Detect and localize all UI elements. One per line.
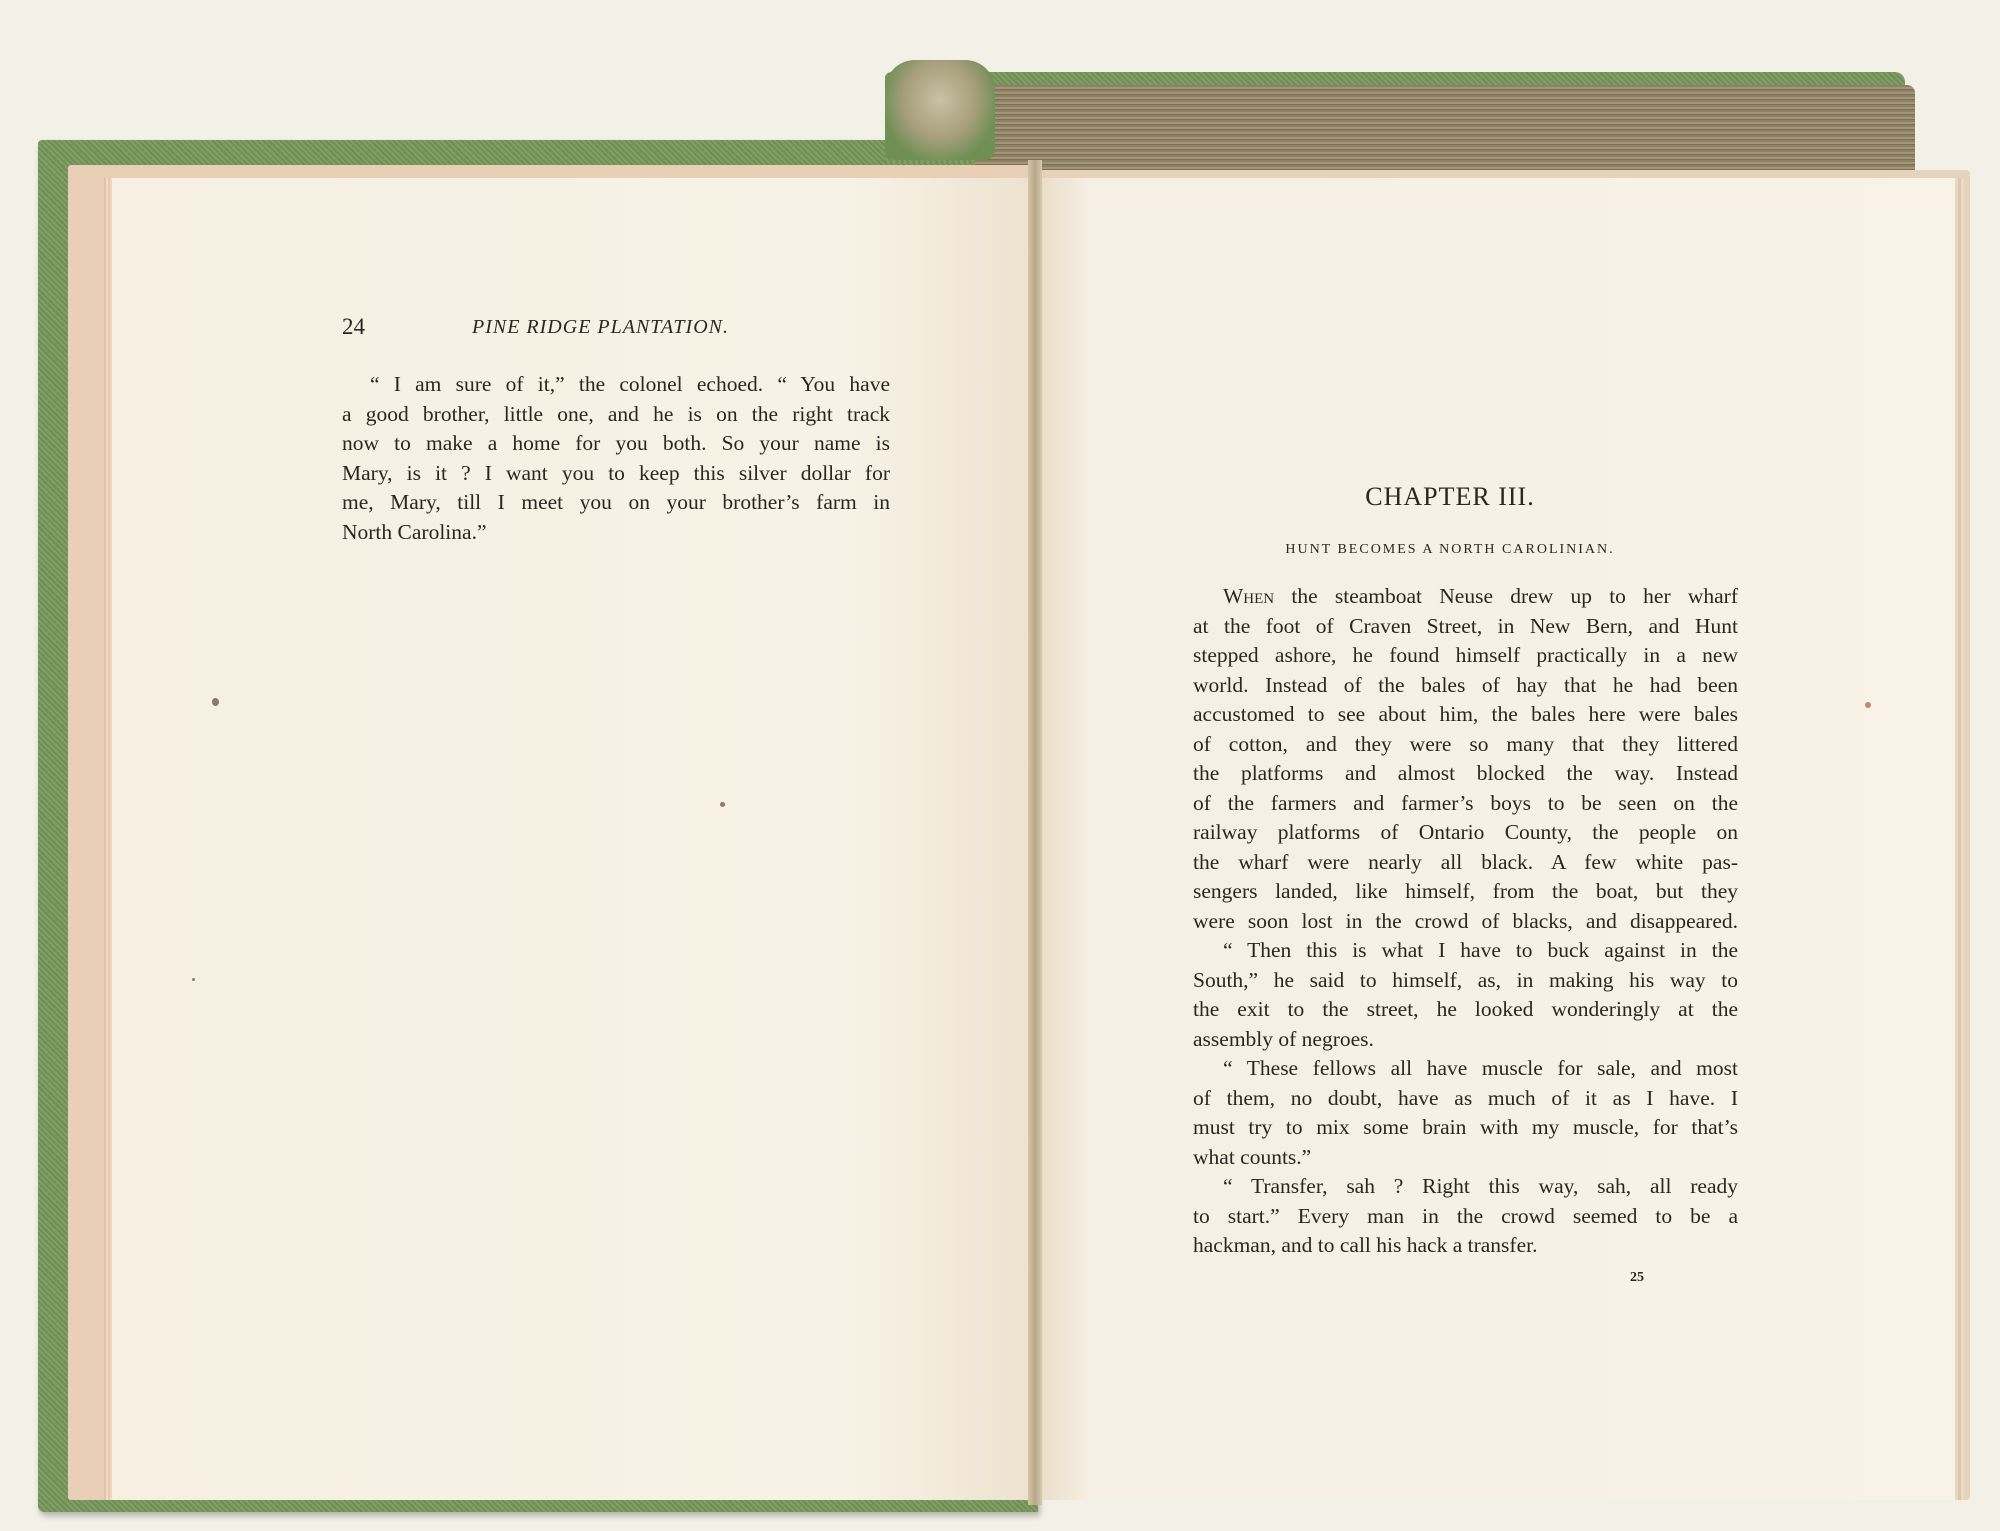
page-edges [975,85,1915,175]
text-line: to start.” Every man in the crowd seemed to be a [1193,1203,1738,1228]
paper-speck [720,802,725,807]
text-line: South,” he said to himself, as, in making his way to [1193,967,1738,992]
text-line: “ I am sure of it,” the colonel echoed. “ You have [370,372,890,396]
right-page-text [1193,582,1738,1261]
text-line: now to make a home for you both. So your name is [342,431,890,455]
text-line: stepped ashore, he found himself practically in a new [1193,643,1738,667]
text-line: “ Transfer, sah ? Right this way, sah, all ready [1223,1174,1738,1198]
text-line: North Carolina.” [342,519,487,544]
text-line: “ These fellows all have muscle for sale, and most [1223,1056,1738,1080]
running-title: PINE RIDGE PLANTATION. [472,316,729,338]
page-number-left: 24 [342,314,365,339]
text-line: the wharf were nearly all black. A few white pas- [1193,849,1738,874]
paper-speck [192,978,195,981]
book-gutter [1028,160,1042,1505]
text-line: sengers landed, like himself, from the boat, but they [1193,879,1738,903]
text-line: the platforms and almost blocked the way. Instead [1193,761,1738,785]
page-number-right: 25 [1630,1270,1644,1285]
left-page-text [342,370,890,547]
text-line: hackman, and to call his hack a transfer. [1193,1233,1538,1257]
text-line: at the foot of Craven Street, in New Bern, and Hunt [1193,613,1738,638]
text-line: the exit to the street, he looked wonderingly at the [1193,997,1738,1021]
worn-spine [885,60,995,160]
text-line: what counts.” [1193,1144,1312,1169]
text-line: of them, no doubt, have as much of it as I have. I [1193,1085,1738,1110]
paper-speck [1865,702,1871,708]
text-line: world. Instead of the bales of hay that he had been [1193,672,1738,697]
text-line: of the farmers and farmer’s boys to be seen on the [1193,790,1738,815]
text-line: the steamboat Neuse drew up to her wharf [1274,584,1738,608]
chapter-title: CHAPTER III. [1365,482,1535,511]
text-line: must try to mix some brain with my muscle, for that’s [1193,1115,1738,1139]
text-line-first [1193,582,1738,612]
chapter-subtitle: HUNT BECOMES A NORTH CAROLINIAN. [1285,542,1615,557]
text-line: a good brother, little one, and he is on the right track [342,401,890,426]
text-line: accustomed to see about him, the bales here were bales [1193,702,1738,726]
text-line: Mary, is it ? I want you to keep this silver dollar for [342,460,890,485]
text-line: of cotton, and they were so many that they littered [1193,731,1738,756]
paper-speck [212,698,219,706]
first-word: When [1223,584,1275,608]
text-line: railway platforms of Ontario County, the people on [1193,820,1738,844]
text-line: were soon lost in the crowd of blacks, and disappeared. [1193,908,1738,933]
text-line: “ Then this is what I have to buck against in the [1223,938,1738,962]
text-line: assembly of negroes. [1193,1026,1374,1051]
running-head [342,314,892,348]
text-line: me, Mary, till I meet you on your brother’s farm in [342,490,890,514]
